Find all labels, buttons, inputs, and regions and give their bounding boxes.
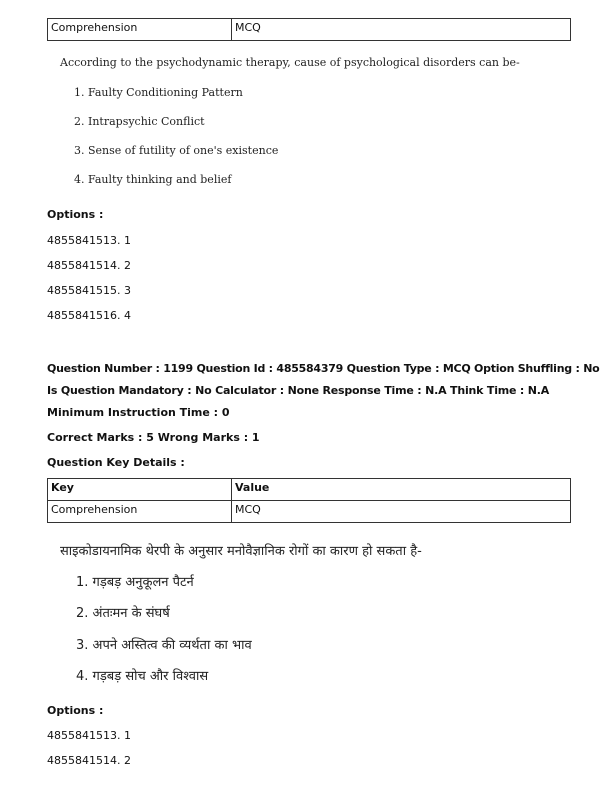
question-meta-line-2: Is Question Mandatory : No Calculator : None Response Time : N.A Think Time : N.A	[47, 384, 550, 397]
table-row	[48, 19, 571, 41]
option-item: 4855841514. 2	[47, 259, 131, 272]
table-row	[48, 501, 571, 523]
table-cell-key: Comprehension	[48, 19, 232, 41]
table-cell-value: MCQ	[232, 501, 571, 523]
table-header-key: Key	[48, 479, 232, 501]
comprehension-table	[47, 18, 571, 41]
question-meta-line-3: Minimum Instruction Time : 0	[47, 406, 230, 419]
hindi-item-3: 3. अपने अस्तित्व की व्यर्थता का भाव	[76, 638, 252, 653]
table-cell-key: Comprehension	[48, 501, 232, 523]
question-item-4: 4. Faulty thinking and belief	[74, 173, 232, 186]
question-item-2: 2. Intrapsychic Conflict	[74, 115, 205, 128]
question-text-english: According to the psychodynamic therapy, cause of psychological disorders can be-	[60, 56, 520, 69]
option-item: 4855841514. 2	[47, 754, 131, 767]
table-header-row	[48, 479, 571, 501]
option-item: 4855841515. 3	[47, 284, 131, 297]
hindi-item-2: 2. अंतःमन के संघर्ष	[76, 606, 170, 621]
option-item: 4855841516. 4	[47, 309, 131, 322]
hindi-item-1: 1. गड़बड़ अनुकूलन पैटर्न	[76, 575, 194, 590]
key-value-table	[47, 478, 571, 523]
table-cell-value: MCQ	[232, 19, 571, 41]
marks-line: Correct Marks : 5 Wrong Marks : 1	[47, 431, 260, 444]
question-meta-line-1: Question Number : 1199 Question Id : 485584379 Question Type : MCQ Option Shuffling : No	[47, 362, 600, 375]
question-item-1: 1. Faulty Conditioning Pattern	[74, 86, 243, 99]
question-item-3: 3. Sense of futility of one's existence	[74, 144, 279, 157]
option-item: 4855841513. 1	[47, 729, 131, 742]
question-key-details-heading: Question Key Details :	[47, 456, 185, 469]
options-label: Options :	[47, 208, 104, 221]
question-text-hindi: साइकोडायनामिक थेरपी के अनुसार मनोवैज्ञानिक रोगों का कारण हो सकता है-	[60, 544, 422, 559]
hindi-item-4: 4. गड़बड़ सोच और विश्वास	[76, 669, 209, 684]
table-header-value: Value	[232, 479, 571, 501]
options-label: Options :	[47, 704, 104, 717]
option-item: 4855841513. 1	[47, 234, 131, 247]
